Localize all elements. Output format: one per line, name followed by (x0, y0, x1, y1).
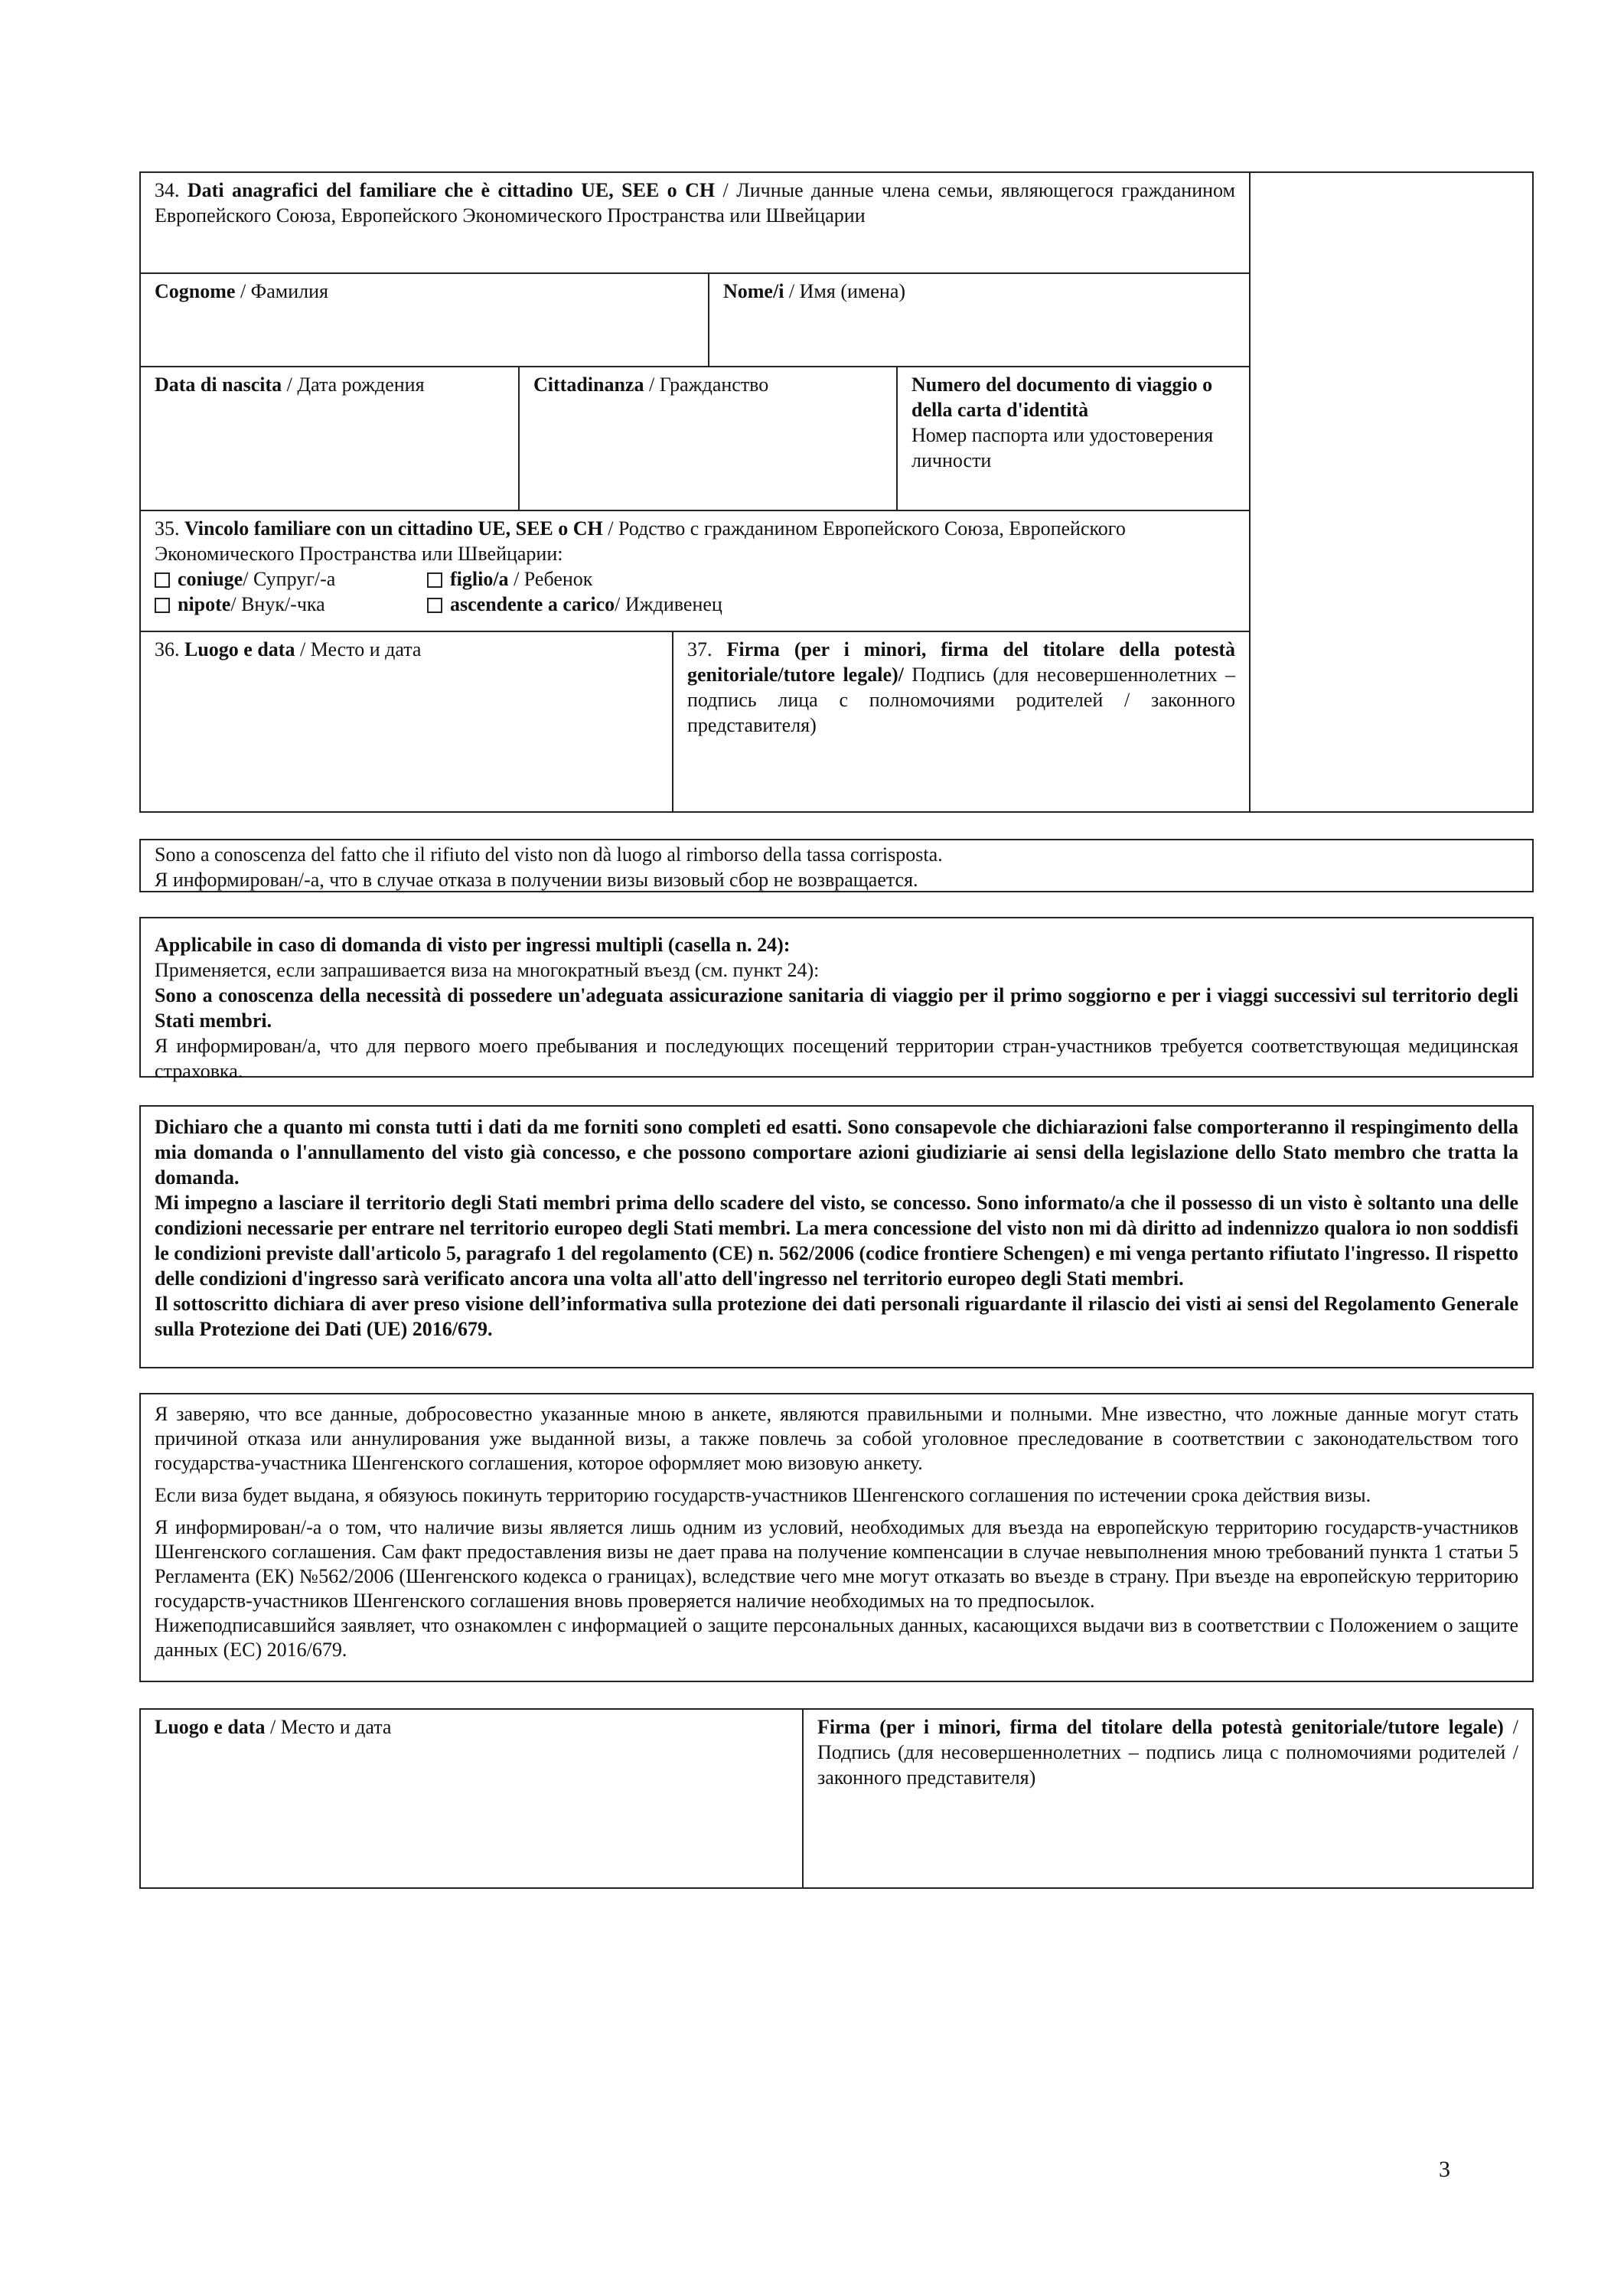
option-dependent-ascendant[interactable]: ascendente a carico/ Иждивенец (427, 592, 722, 617)
side-column-divider (1249, 173, 1251, 811)
surname-field[interactable]: Cognome / Фамилия (141, 272, 708, 366)
section-35-family-relation: 35. Vincolo familiare con un cittadino UE, SEE o CH / Родство с гражданином Европейского Союза, Европейского Экономического Пространства или Швейцарии: coniuge/ Супруг/-а figlio/a / Ребенок nipote/ Внук/-чка ascendente a carico/ Иждивенец (141, 510, 1249, 631)
declaration-italian: Dichiaro che a quanto mi consta tutti i dati da me forniti sono completi ed esatti. Sono consapevole che dichiarazioni false comporteranno il respingimento della mia domanda o l'annullamento del visto già concesso, e che possono comportare azioni giudiziarie ai sensi della legislazione dello Stato membro che tratta la domanda. Mi impegno a lasciare il territorio degli Stati membri prima dello scadere del visto, se concesso. Sono informato/a che il possesso di un visto è soltanto una delle condizioni necessarie per entrare nel territorio europeo degli Stati membri. La mera concessione del visto non mi dà diritto ad indennizzo qualora io non soddisfi le condizioni previste dall'articolo 5, paragrafo 1 del regolamento (CE) n. 562/2006 (codice frontiere Schengen) e mi venga pertanto rifiutato l'ingresso. Il rispetto delle condizioni d'ingresso sarà verificato ancora una volta all'atto dell'ingresso nel territorio europeo degli Stati membri. Il sottoscritto dichiara di aver preso visione dell’informativa sulla protezione dei dati personali riguardante il rilascio dei visti ai sensi del Regolamento Generale sulla Protezione dei Dati (UE) 2016/679. (139, 1105, 1534, 1368)
final-signature-field[interactable]: Firma (per i minori, firma del titolare della potestà genitoriale/tutore legale) / Подпись (для несовершеннолетних – подпись лица с полномочиями родителей / законного представителя) (802, 1710, 1532, 1887)
declaration-russian: Я заверяю, что все данные, добросовестно указанные мною в анкете, являются правильными и полными. Мне известно, что ложные данные могут стать причиной отказа или аннулирования уже выданной визы, а также повлечь за собой уголовное преследование в соответствии с законодательством того государства-участника Шенгенского соглашения, которое оформляет мою визовую анкету. Если виза будет выдана, я обязуюсь покинуть территорию государств-участников Шенгенского соглашения по истечении срока действия визы. Я информирован/-а о том, что наличие визы является лишь одним из условий, необходимых для въезда на европейскую территорию государств-участников Шенгенского соглашения. Сам факт предоставления визы не дает права на получение компенсации в случае невыполнения мною требований пункта 1 статьи 5 Регламента (ЕК) №562/2006 (Шенгенского кодекса о границах), вследствие чего мне могут отказать во въезде в страну. При въезде на европейскую территорию государств-участников Шенгенского соглашения вновь проверяется наличие необходимых на то предпосылок. Нижеподписавшийся заявляет, что ознакомлен с информацией о защите персональных данных, касающихся выдачи виз в соответствии с Положением о защите данных (ЕС) 2016/679. (139, 1393, 1534, 1682)
option-grandchild[interactable]: nipote/ Внук/-чка (155, 592, 325, 617)
nationality-field[interactable]: Cittadinanza / Гражданство (518, 366, 896, 510)
checkbox-icon[interactable] (155, 598, 170, 613)
final-signature-section (139, 1708, 1534, 1889)
checkbox-icon[interactable] (155, 572, 170, 588)
option-spouse[interactable]: coniuge/ Супруг/-а (155, 566, 335, 592)
checkbox-icon[interactable] (427, 572, 442, 588)
date-of-birth-field[interactable]: Data di nascita / Дата рождения (141, 366, 518, 510)
page-number: 3 (1439, 2157, 1450, 2182)
option-child[interactable]: figlio/a / Ребенок (427, 566, 592, 592)
refund-notice: Sono a conoscenza del fatto che il rifiuto del visto non dà luogo al rimborso della tassa corrisposta. Я информирован/-а, что в случае отказа в получении визы визовый сбор не возвращается. (139, 839, 1534, 892)
checkbox-icon[interactable] (427, 598, 442, 613)
section-34-header: 34. Dati anagrafici del familiare che è cittadino UE, SEE o CH / Личные данные члена семьи, являющегося гражданином Европейского Союза, Европейского Экономического Пространства или Швейцарии (155, 179, 1236, 227)
multiple-entry-notice: Applicabile in caso di domanda di visto per ingressi multipli (casella n. 24): Применяется, если запрашивается виза на многократный въезд (см. пункт 24): Sono a conoscenza della necessità di possedere un'adeguata assicurazione sanitaria di viaggio per il primo soggiorno e per i viaggi successivi sul territorio degli Stati membri. Я информирован/а, что для первого моего пребывания и последующих посещений территории стран-участников требуется соответствующая медицинская страховка. (139, 917, 1534, 1078)
family-member-section (139, 171, 1534, 813)
document-number-field[interactable]: Numero del documento di viaggio o della carta d'identità Номер паспорта или удостоверения личности (896, 366, 1249, 510)
final-place-date-field[interactable]: Luogo e data / Место и дата (155, 1716, 392, 1738)
given-names-field[interactable]: Nome/i / Имя (имена) (708, 272, 1249, 366)
section-37-signature[interactable]: 37. Firma (per i minori, firma del titolare della potestà genitoriale/tutore legale)/ Подпись (для несовершеннолетних – подпись лица с полномочиями родителей / законного представителя) (672, 631, 1249, 811)
section-36-place-date[interactable]: 36. Luogo e data / Место и дата (141, 631, 672, 811)
